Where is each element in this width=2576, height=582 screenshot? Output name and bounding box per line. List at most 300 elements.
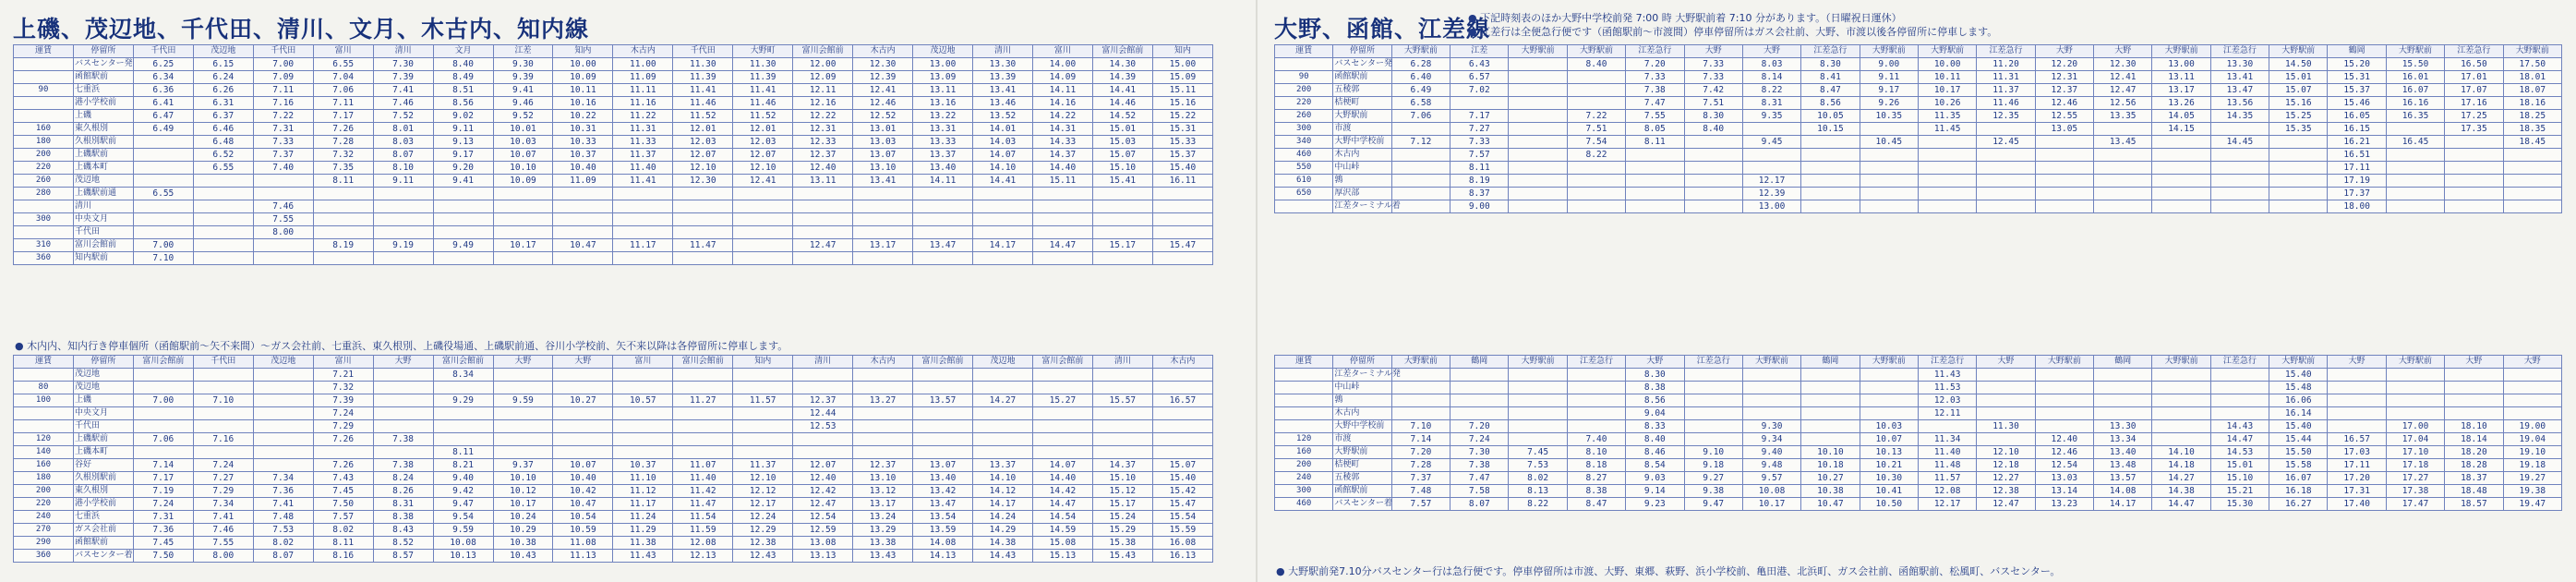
time-cell: 8.38 (373, 511, 433, 524)
time-cell (1801, 162, 1860, 175)
time-cell: 10.15 (1801, 123, 1860, 136)
time-cell (1567, 84, 1625, 97)
time-cell: 10.26 (1918, 97, 1976, 110)
time-cell: 8.02 (253, 537, 313, 550)
time-cell: 10.17 (493, 239, 553, 252)
time-cell: 14.18 (2152, 459, 2210, 472)
time-cell (313, 213, 373, 226)
time-cell: 14.01 (973, 123, 1033, 136)
table-row (1275, 58, 2562, 71)
time-cell: 14.11 (913, 175, 973, 188)
time-cell: 11.29 (613, 524, 673, 537)
time-cell: 12.31 (2035, 71, 2093, 84)
trip-header: 大野 (553, 356, 613, 369)
time-cell: 13.00 (2152, 58, 2210, 71)
time-cell (1509, 162, 1567, 175)
time-cell (733, 252, 793, 265)
time-cell (2269, 200, 2328, 213)
time-cell: 11.57 (1918, 472, 1976, 485)
fare-cell: 340 (1275, 136, 1333, 149)
time-cell: 12.40 (793, 162, 853, 175)
time-cell: 14.30 (1092, 58, 1152, 71)
time-cell: 10.40 (553, 472, 613, 485)
time-cell (1801, 136, 1860, 149)
fare-cell (14, 71, 74, 84)
stop-name: 茂辺地 (73, 369, 133, 382)
time-cell: 12.30 (673, 175, 733, 188)
time-cell (1509, 394, 1567, 407)
time-cell: 7.14 (1391, 433, 1450, 446)
time-cell: 11.33 (613, 136, 673, 149)
time-cell: 15.24 (1092, 511, 1152, 524)
time-cell: 11.47 (673, 498, 733, 511)
time-cell (673, 369, 733, 382)
stop-name: 鶉 (1333, 175, 1391, 188)
time-cell: 7.40 (253, 162, 313, 175)
time-cell: 14.17 (2094, 498, 2152, 511)
right-upper-timetable (1274, 44, 2562, 213)
right-panel (1274, 0, 2567, 582)
trip-header: 千代田 (253, 45, 313, 58)
time-cell: 15.33 (1152, 136, 1212, 149)
trip-header: 江差急行 (2210, 356, 2269, 369)
time-cell: 18.20 (2445, 446, 2503, 459)
time-cell: 11.48 (1918, 459, 1976, 472)
trip-header: 大野駅前 (2152, 45, 2210, 58)
time-cell (2094, 382, 2152, 394)
time-cell: 13.38 (853, 537, 913, 550)
time-cell: 10.37 (613, 459, 673, 472)
time-cell: 14.05 (2152, 110, 2210, 123)
stop-name: 五稜郭 (1333, 472, 1391, 485)
fare-cell: 120 (14, 433, 74, 446)
time-cell: 12.17 (1918, 498, 1976, 511)
time-cell (1509, 71, 1567, 84)
time-cell: 12.37 (2035, 84, 2093, 97)
time-cell: 10.59 (553, 524, 613, 537)
fare-cell (1275, 407, 1333, 420)
fare-cell: 120 (1275, 433, 1333, 446)
time-cell (253, 239, 313, 252)
time-cell: 7.30 (1451, 446, 1509, 459)
time-cell: 7.29 (313, 420, 373, 433)
time-cell (433, 226, 493, 239)
stop-name: 七重浜 (73, 84, 133, 97)
time-cell (1032, 226, 1092, 239)
time-cell (193, 213, 253, 226)
trip-header: 大野 (2503, 356, 2561, 369)
time-cell (2210, 369, 2269, 382)
time-cell: 14.52 (1092, 110, 1152, 123)
time-cell: 7.55 (193, 537, 253, 550)
stop-name: 東久根別 (73, 123, 133, 136)
time-cell (373, 446, 433, 459)
time-cell: 7.52 (373, 110, 433, 123)
time-cell: 17.19 (2328, 175, 2386, 188)
time-cell (1918, 136, 1976, 149)
time-cell (913, 446, 973, 459)
time-cell: 15.31 (1152, 123, 1212, 136)
time-cell: 13.34 (2094, 433, 2152, 446)
trip-header: 大野駅前 (2035, 356, 2093, 369)
time-cell (613, 369, 673, 382)
time-cell: 15.10 (2210, 472, 2269, 485)
time-cell: 7.35 (313, 162, 373, 175)
time-cell (253, 459, 313, 472)
time-cell: 8.22 (1742, 84, 1800, 97)
time-cell: 13.08 (793, 537, 853, 550)
time-cell (493, 407, 553, 420)
time-cell (2035, 407, 2093, 420)
time-cell: 14.40 (1032, 162, 1092, 175)
time-cell (433, 188, 493, 200)
time-cell: 8.40 (433, 58, 493, 71)
time-cell: 7.38 (373, 459, 433, 472)
time-cell (133, 175, 193, 188)
time-cell: 9.54 (433, 511, 493, 524)
fare-cell: 90 (1275, 71, 1333, 84)
time-cell: 12.44 (793, 407, 853, 420)
time-cell: 14.07 (973, 149, 1033, 162)
time-cell: 7.45 (1509, 446, 1567, 459)
time-cell (853, 188, 913, 200)
fare-cell: 200 (1275, 84, 1333, 97)
time-cell: 10.12 (493, 485, 553, 498)
time-cell: 10.35 (1860, 110, 1918, 123)
trip-header: 清川 (973, 45, 1033, 58)
time-cell (673, 200, 733, 213)
time-cell (1032, 200, 1092, 213)
time-cell (1977, 394, 2035, 407)
time-cell: 6.37 (193, 110, 253, 123)
time-cell (553, 407, 613, 420)
time-cell: 10.38 (1801, 485, 1860, 498)
time-cell (913, 200, 973, 213)
table-row (1275, 369, 2562, 382)
time-cell (973, 188, 1033, 200)
time-cell: 11.30 (673, 58, 733, 71)
time-cell: 8.41 (1801, 71, 1860, 84)
time-cell (2386, 149, 2444, 162)
time-cell (253, 433, 313, 446)
trip-header: 千代田 (133, 45, 193, 58)
time-cell: 11.59 (673, 524, 733, 537)
time-cell: 6.40 (1391, 71, 1450, 84)
fare-cell: 240 (1275, 472, 1333, 485)
time-cell: 13.14 (2035, 485, 2093, 498)
time-cell (2503, 162, 2561, 175)
time-cell (1567, 407, 1625, 420)
time-cell (1684, 382, 1742, 394)
time-cell (433, 213, 493, 226)
time-cell (2210, 162, 2269, 175)
trip-header: 江差急行 (2210, 45, 2269, 58)
time-cell: 12.17 (733, 498, 793, 511)
time-cell: 12.07 (793, 459, 853, 472)
time-cell: 17.25 (2445, 110, 2503, 123)
time-cell: 8.10 (373, 162, 433, 175)
time-cell: 7.39 (313, 394, 373, 407)
time-cell (433, 407, 493, 420)
time-cell (1626, 149, 1684, 162)
time-cell (613, 226, 673, 239)
time-cell (913, 252, 973, 265)
time-cell: 7.11 (253, 84, 313, 97)
trip-header: 富川 (613, 356, 673, 369)
left-panel (0, 0, 1228, 582)
time-cell: 10.18 (1801, 459, 1860, 472)
time-cell: 11.41 (733, 84, 793, 97)
fare-cell: 260 (1275, 110, 1333, 123)
time-cell: 17.47 (2386, 498, 2444, 511)
time-cell: 6.46 (193, 123, 253, 136)
time-cell: 14.50 (2269, 58, 2328, 71)
time-cell: 11.10 (613, 472, 673, 485)
time-cell (1567, 200, 1625, 213)
time-cell: 9.39 (493, 71, 553, 84)
time-cell: 10.16 (553, 97, 613, 110)
time-cell: 18.14 (2445, 433, 2503, 446)
time-cell (973, 252, 1033, 265)
time-cell: 9.13 (433, 136, 493, 149)
trip-header: 木古内 (853, 45, 913, 58)
time-cell: 9.46 (493, 97, 553, 110)
time-cell: 15.50 (2386, 58, 2444, 71)
time-cell: 18.10 (2445, 420, 2503, 433)
time-cell (673, 213, 733, 226)
time-cell: 11.46 (673, 97, 733, 110)
fare-cell: 550 (1275, 162, 1333, 175)
time-cell: 7.27 (1451, 123, 1509, 136)
time-cell (553, 420, 613, 433)
time-cell: 8.43 (373, 524, 433, 537)
time-cell: 9.11 (1860, 71, 1918, 84)
table-row (14, 84, 1213, 97)
time-cell: 8.11 (313, 537, 373, 550)
time-cell: 8.38 (1567, 485, 1625, 498)
time-cell: 11.45 (1918, 123, 1976, 136)
trip-header: 大野 (1684, 45, 1742, 58)
time-cell: 14.15 (2152, 123, 2210, 136)
time-cell: 13.56 (2210, 97, 2269, 110)
time-cell (1092, 213, 1152, 226)
time-cell: 7.10 (193, 394, 253, 407)
time-cell (1509, 420, 1567, 433)
stop-name: 桔梗町 (1333, 97, 1391, 110)
fare-cell: 180 (14, 472, 74, 485)
time-cell: 13.24 (853, 511, 913, 524)
time-cell (253, 420, 313, 433)
time-cell: 8.11 (433, 446, 493, 459)
table-row (14, 175, 1213, 188)
trip-header: 茂辺地 (193, 45, 253, 58)
time-cell: 11.27 (673, 394, 733, 407)
time-cell: 7.36 (253, 485, 313, 498)
trip-header: 富川会館前 (1032, 356, 1092, 369)
time-cell: 7.16 (193, 433, 253, 446)
time-cell: 18.16 (2503, 97, 2561, 110)
time-cell (1152, 420, 1212, 433)
time-cell: 6.57 (1451, 71, 1509, 84)
time-cell (973, 433, 1033, 446)
time-cell: 15.01 (2269, 71, 2328, 84)
time-cell: 9.14 (1626, 485, 1684, 498)
time-cell: 13.17 (853, 239, 913, 252)
time-cell: 12.13 (673, 550, 733, 563)
time-cell: 12.08 (673, 537, 733, 550)
time-cell: 15.10 (1092, 162, 1152, 175)
time-cell: 8.27 (1567, 472, 1625, 485)
time-cell (2328, 407, 2386, 420)
time-cell: 14.47 (1032, 498, 1092, 511)
time-cell: 11.34 (1918, 433, 1976, 446)
time-cell (1977, 382, 2035, 394)
time-cell (1032, 433, 1092, 446)
time-cell: 9.42 (433, 485, 493, 498)
time-cell (1509, 58, 1567, 71)
time-cell (2503, 175, 2561, 188)
time-cell (973, 420, 1033, 433)
time-cell (1801, 420, 1860, 433)
time-cell: 16.06 (2269, 394, 2328, 407)
stop-name: 函館駅前 (73, 537, 133, 550)
time-cell: 7.41 (193, 511, 253, 524)
time-cell (2152, 162, 2210, 175)
time-cell (1391, 394, 1450, 407)
time-cell: 6.28 (1391, 58, 1450, 71)
stop-name: 江差ターミナル着 (1333, 200, 1391, 213)
time-cell (373, 369, 433, 382)
time-cell: 17.20 (2328, 472, 2386, 485)
time-cell (613, 446, 673, 459)
time-cell: 7.46 (253, 200, 313, 213)
time-cell (1509, 84, 1567, 97)
time-cell: 12.40 (2035, 433, 2093, 446)
time-cell (673, 446, 733, 459)
table-row (14, 136, 1213, 149)
time-cell: 15.00 (1152, 58, 1212, 71)
time-cell: 12.47 (793, 498, 853, 511)
time-cell: 7.20 (1451, 420, 1509, 433)
time-cell (913, 433, 973, 446)
time-cell: 16.15 (2328, 123, 2386, 136)
time-cell: 13.41 (2210, 71, 2269, 84)
time-cell (1860, 188, 1918, 200)
time-cell: 12.46 (2035, 97, 2093, 110)
time-cell: 7.42 (1684, 84, 1742, 97)
stop-name: バスセンター発 (1333, 58, 1391, 71)
time-cell (253, 394, 313, 407)
time-cell: 16.57 (2328, 433, 2386, 446)
fare-cell: 310 (14, 239, 74, 252)
fare-cell (14, 369, 74, 382)
trip-header: 鶴岡 (1801, 356, 1860, 369)
time-cell (253, 407, 313, 420)
time-cell: 15.58 (2269, 459, 2328, 472)
time-cell: 8.05 (1626, 123, 1684, 136)
time-cell (313, 188, 373, 200)
time-cell: 10.47 (553, 498, 613, 511)
time-cell: 7.20 (1626, 58, 1684, 71)
time-cell: 10.57 (613, 394, 673, 407)
time-cell: 13.40 (913, 162, 973, 175)
time-cell: 16.14 (2269, 407, 2328, 420)
table-row (1275, 110, 2562, 123)
time-cell (193, 175, 253, 188)
time-cell: 8.40 (1684, 123, 1742, 136)
time-cell (373, 200, 433, 213)
time-cell: 13.23 (2035, 498, 2093, 511)
time-cell (913, 420, 973, 433)
time-cell: 14.47 (2152, 498, 2210, 511)
time-cell: 9.11 (373, 175, 433, 188)
time-cell (1152, 433, 1212, 446)
time-cell (1092, 420, 1152, 433)
time-cell: 9.11 (433, 123, 493, 136)
time-cell (2503, 188, 2561, 200)
time-cell: 10.43 (493, 550, 553, 563)
time-cell: 10.08 (1742, 485, 1800, 498)
trip-header: 大野駅前 (2386, 45, 2444, 58)
time-cell (553, 213, 613, 226)
time-cell: 6.25 (133, 58, 193, 71)
time-cell: 14.46 (1092, 97, 1152, 110)
time-cell: 13.05 (2035, 123, 2093, 136)
time-cell: 14.43 (2210, 420, 2269, 433)
time-cell (2269, 149, 2328, 162)
fare-cell: 260 (14, 175, 74, 188)
time-cell: 17.16 (2445, 97, 2503, 110)
time-cell: 12.52 (853, 110, 913, 123)
trip-header: 大野駅前 (1391, 356, 1450, 369)
time-cell: 13.27 (853, 394, 913, 407)
time-cell: 10.10 (493, 162, 553, 175)
fare-cell: 80 (14, 382, 74, 394)
time-cell (1742, 369, 1800, 382)
time-cell: 12.31 (793, 123, 853, 136)
time-cell: 15.47 (1152, 239, 1212, 252)
header-row (1275, 45, 2562, 58)
stop-name: 上磯本町 (73, 162, 133, 175)
time-cell: 19.27 (2503, 472, 2561, 485)
time-cell: 14.38 (973, 537, 1033, 550)
stop-name: 千代田 (73, 420, 133, 433)
time-cell (973, 200, 1033, 213)
time-cell (733, 420, 793, 433)
time-cell (2445, 382, 2503, 394)
time-cell: 10.41 (1860, 485, 1918, 498)
stop-name: 上磯駅前 (73, 149, 133, 162)
time-cell: 14.16 (1032, 97, 1092, 110)
time-cell: 17.31 (2328, 485, 2386, 498)
time-cell (613, 433, 673, 446)
time-cell (133, 382, 193, 394)
trip-header: 富川会館前 (433, 356, 493, 369)
time-cell: 14.45 (2210, 136, 2269, 149)
time-cell: 10.47 (1801, 498, 1860, 511)
time-cell: 7.38 (1626, 84, 1684, 97)
time-cell: 12.03 (733, 136, 793, 149)
time-cell: 7.37 (253, 149, 313, 162)
stop-name: 港小学校前 (73, 498, 133, 511)
time-cell: 7.24 (1451, 433, 1509, 446)
time-cell (613, 382, 673, 394)
time-cell (1509, 149, 1567, 162)
time-cell: 12.22 (793, 110, 853, 123)
time-cell: 7.34 (193, 498, 253, 511)
time-cell (2035, 136, 2093, 149)
stop-name: 谷好 (73, 459, 133, 472)
